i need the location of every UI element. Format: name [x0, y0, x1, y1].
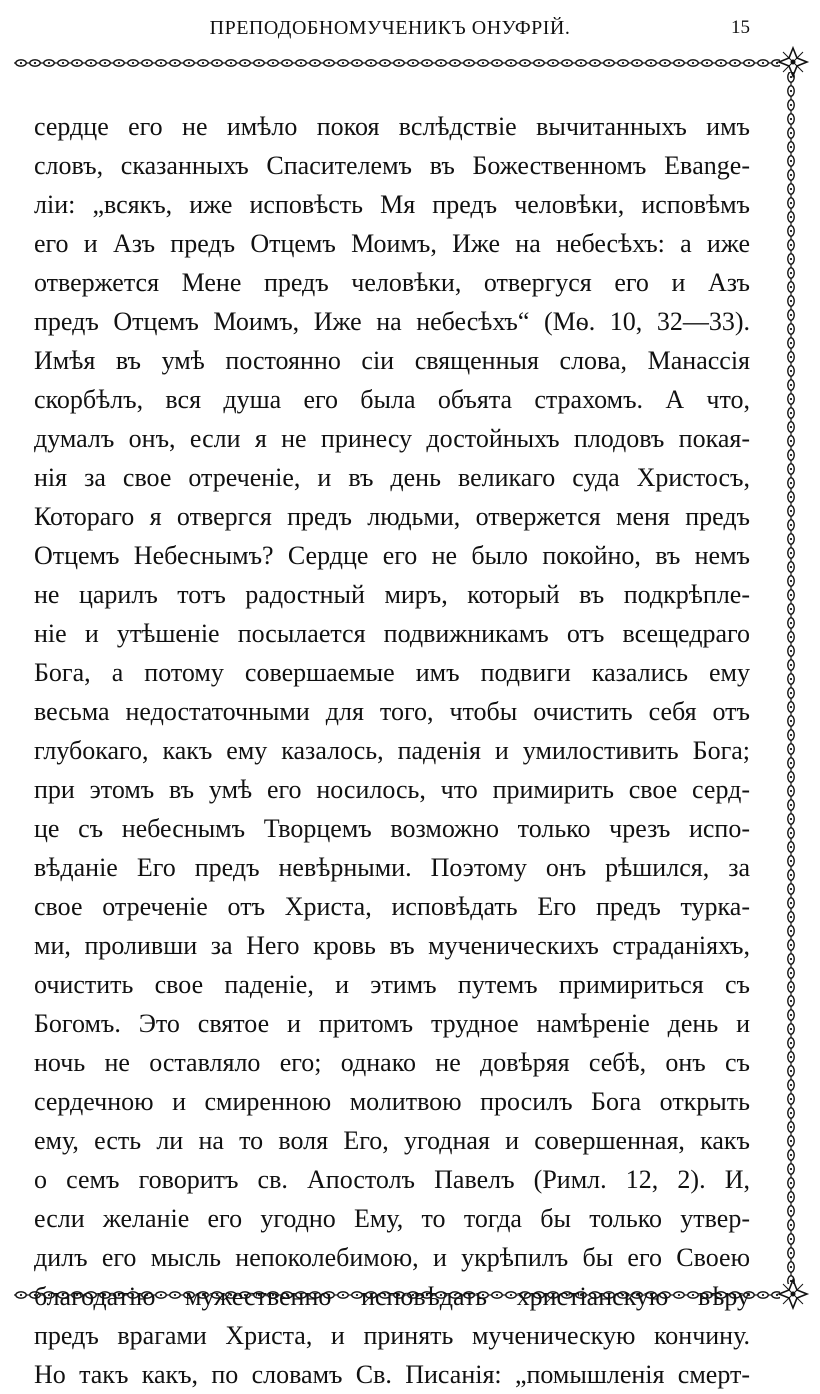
text-line: словъ, сказанныхъ Спасителемъ въ Божественномъ Евange- [34, 151, 750, 180]
text-line: не царилъ тотъ радостный миръ, который въ подкрѣпле- [34, 580, 750, 609]
text-line: Имѣя въ умѣ постоянно сіи священныя слова, Манассія [34, 346, 750, 375]
text-line: нія за свое отреченіе, и въ день великаго суда Христосъ, [34, 463, 750, 492]
corner-ornament-top [779, 48, 807, 76]
text-line: Бога, а потому совершаемые имъ подвиги казались ему [34, 658, 750, 687]
running-title: ПРЕПОДОБНОМУЧЕНИКЪ ОНУФРІЙ. [209, 17, 571, 39]
text-line: ліи: „всякъ, иже исповѣсть Мя предъ человѣки, исповѣмъ [34, 190, 750, 219]
text-line: предъ Отцемъ Моимъ, Иже на небесѣхъ“ (Мѳ. 10, 32—33). [34, 307, 750, 336]
text-line: ему, есть ли на то воля Его, угодная и совершенная, какъ [34, 1126, 750, 1155]
text-line: ніе и утѣшеніе посылается подвижникамъ отъ всещедраго [34, 619, 750, 648]
text-line: благодатію мужественно исповѣдать христіанскую вѣру [34, 1282, 750, 1311]
text-line: Котораго я отвергся предъ людьми, отвержется меня предъ [34, 502, 750, 531]
text-line: ми, проливши за Него кровь въ мученическихъ страданіяхъ, [34, 931, 750, 960]
text-line: если желаніе его угодно Ему, то тогда бы только утвер- [34, 1204, 750, 1233]
text-line: отвержется Мене предъ человѣки, отвергуся его и Азъ [34, 268, 750, 297]
text-line: весьма недостаточными для того, чтобы очистить себя отъ [34, 697, 750, 726]
text-line: при этомъ въ умѣ его носилось, что примирить свое серд- [34, 775, 750, 804]
text-line: дилъ его мысль непоколебимою, и укрѣпилъ бы его Своею [34, 1243, 750, 1272]
text-line: глубокаго, какъ ему казалось, паденія и умилостивить Бога; [34, 736, 750, 765]
text-line: Но такъ какъ, по словамъ Св. Писанія: „помышленія смерт- [34, 1360, 750, 1389]
text-line: ночь не оставляло его; однако не довѣряя себѣ, онъ съ [34, 1048, 750, 1077]
text-line: скорбѣлъ, вся душа его была объята страхомъ. А что, [34, 385, 750, 414]
text-line: Отцемъ Небеснымъ? Сердце его не было покойно, въ немъ [34, 541, 750, 570]
text-line: це съ небеснымъ Творцемъ возможно только чрезъ испо- [34, 814, 750, 843]
text-line: вѣданіе Его предъ невѣрными. Поэтому онъ рѣшился, за [34, 853, 750, 882]
text-line: сердце его не имѣло покоя вслѣдствіе вычитанныхъ имъ [34, 112, 750, 141]
text-line: Богомъ. Это святое и притомъ трудное намѣреніе день и [34, 1009, 750, 1038]
page-number: 15 [731, 17, 750, 38]
running-header [0, 14, 820, 44]
text-line: предъ врагами Христа, и принять мученическую кончину. [34, 1321, 750, 1350]
text-line: его и Азъ предъ Отцемъ Моимъ, Иже на небесѣхъ: а иже [34, 229, 750, 258]
text-line: очистить свое паденіе, и этимъ путемъ примириться съ [34, 970, 750, 999]
text-line: свое отреченіе отъ Христа, исповѣдать Его предъ турка- [34, 892, 750, 921]
body-text [34, 107, 750, 1394]
text-line: сердечною и смиренною молитвою просилъ Бога открыть [34, 1087, 750, 1116]
text-line: о семъ говоритъ св. Апостолъ Павелъ (Римл. 12, 2). И, [34, 1165, 750, 1194]
text-line: думалъ онъ, если я не принесу достойныхъ плодовъ покая- [34, 424, 750, 453]
corner-ornament-bottom [779, 1280, 807, 1308]
